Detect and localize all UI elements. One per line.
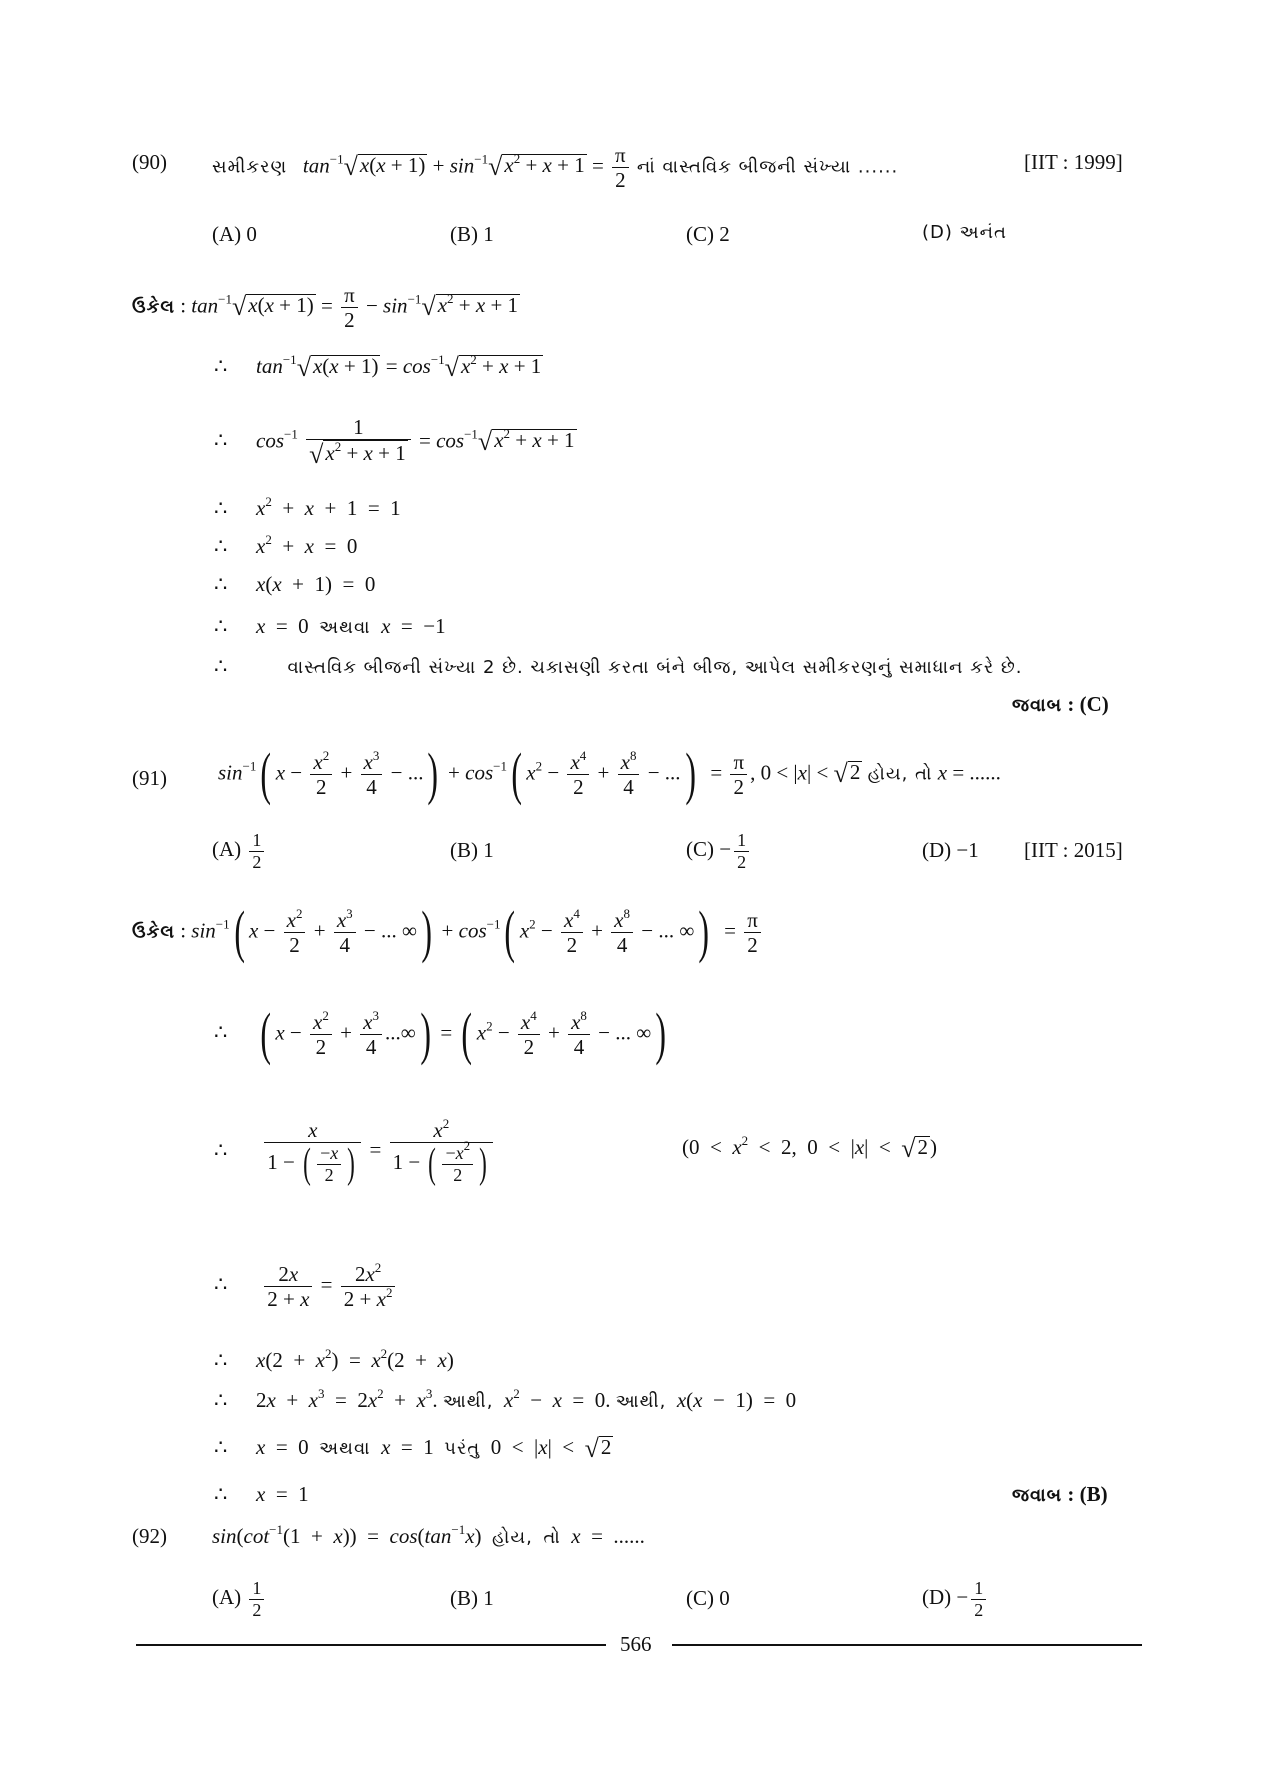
sol91-answer: જવાબ : (B) [1012, 1482, 1108, 1506]
q90-statement: સમીકરણ $\tan^{-1}√x(x + 1) + \sin^{-1}√x^2 + x + 1$ = $\frac{\pi}{2}$ નાં વાસ્તવિક બીજની સંખ્યા ...... [212, 143, 899, 193]
q91-statement: $\sin^{-1}$( x − $\frac{x^2}{2}$ + $\frac{x^3}{4}$ − ...) + $\cos^{-1}$( $x^2$ − $\frac{x^4}{2}$ + $\frac{x^8}{4}$ − ...) = $\frac{\pi}{2}$ , 0 < |x| < √2 હોય, તો x = ...... [218, 741, 1001, 807]
sol91-step-3: ∴ $\frac{2x}{2 + x}$ = $\frac{2x^2}{2 + x^2}$ [214, 1262, 398, 1311]
page-number: 566 [620, 1632, 652, 1656]
q90-source: [IIT : 1999] [1024, 150, 1123, 174]
q91-option-a[interactable]: (A) $\frac{1}{2}$ [212, 830, 267, 872]
q90-option-c[interactable]: (C) 2 [686, 222, 730, 246]
sol90-step-3: ∴ $x^2 + x + 1 = 1$ [214, 494, 401, 520]
sol90-answer: જવાબ : (C) [1012, 692, 1109, 716]
q90-lead: સમીકરણ [212, 156, 288, 178]
q92-number: (92) [132, 1524, 167, 1548]
q92-option-a-label: (A) [212, 1585, 242, 1609]
sol91-answer-value: (B) [1079, 1482, 1108, 1506]
q91-option-b[interactable]: (B) 1 [450, 838, 494, 862]
sol91-condition: ($0 < x^2 < 2$, 0 < |x| < √2) [682, 1133, 937, 1163]
sol91-aathi-2: આથી, [615, 1391, 667, 1412]
sol91-or: અથવા [319, 1438, 371, 1459]
sol91-step-5: ∴ $2x + x^3 = 2x^2 + x^3$. આથી, $x^2 - x = 0$. આથી, x(x − 1) = 0 [214, 1386, 797, 1412]
sol90-answer-value: (C) [1079, 692, 1109, 716]
q92-to: તો [543, 1527, 561, 1548]
q90-option-a[interactable]: (A) 0 [212, 222, 257, 246]
sol90-step-2: ∴ $\cos^{-1}$ $\frac{1}{√x^2 + x + 1}$ = $\cos^{-1}√x^2 + x + 1$ [214, 415, 575, 470]
footer-rule-left [136, 1644, 606, 1646]
sol91-step-6: ∴ x = 0 અથવા x = 1 પરંતુ 0 < |x| < √2 [214, 1434, 612, 1463]
q90-tail: નાં વાસ્તવિક બીજની સંખ્યા ...... [636, 156, 899, 178]
q90-option-d[interactable]: (D) અનંત [922, 222, 1007, 243]
q91-option-a-label: (A) [212, 837, 242, 861]
q91-option-d[interactable]: (D) −1 [922, 838, 979, 862]
sol90-step-4: ∴ $x^2 + x = 0$ [214, 532, 358, 558]
sol91-header: ઉકેલ : $\sin^{-1}$( x − $\frac{x^2}{2}$ + $\frac{x^3}{4}$ − ... ∞) + $\cos^{-1}$( $x^2$ − $\frac{x^4}{2}$ + $\frac{x^8}{4}$ − ... ∞) = $\frac{\pi}{2}$ [132, 908, 764, 957]
q92-hoy: હોય, [492, 1527, 533, 1548]
sol90-step-1: ∴ $\tan^{-1}√x(x + 1) = \cos^{-1}√x^2 + x + 1$ [214, 352, 542, 382]
sol91-step-2: ∴ x 1 − ( $\frac{-x}{2}$ ) = $x^2$ 1 − ( $\frac{-x^2}{2}$ ) [214, 1118, 496, 1186]
q91-source: [IIT : 2015] [1024, 838, 1123, 862]
q91-option-c-label: (C) − [686, 837, 732, 861]
sol91-parantu: પરંતુ [444, 1438, 481, 1459]
sol90-header: ઉકેલ : $\tan^{-1}√x(x + 1)$ = $\frac{\pi}{2}$ − $\sin^{-1}√x^2 + x + 1$ [132, 283, 519, 333]
sol90-or: અથવા [319, 617, 371, 638]
q92-statement: $\sin(\cot^{-1}(1 + x)) = \cos(\tan^{-1}x)$ હોય, તો x = ...... [212, 1522, 645, 1548]
sol91-step-4: ∴ $x(2 + x^2) = x^2(2 + x)$ [214, 1346, 454, 1372]
sol90-label: ઉકેલ [132, 296, 175, 318]
q92-option-c[interactable]: (C) 0 [686, 1586, 730, 1610]
q92-option-b[interactable]: (B) 1 [450, 1586, 494, 1610]
q91-number: (91) [132, 766, 167, 790]
q92-option-d[interactable]: (D) − $\frac{1}{2}$ [922, 1578, 989, 1620]
q92-option-a[interactable]: (A) $\frac{1}{2}$ [212, 1578, 267, 1620]
footer-rule-right [672, 1644, 1142, 1646]
sol90-conclusion: વાસ્તવિક બીજની સંખ્યા 2 છે. ચકાસણી કરતા બંને બીજ, આપેલ સમીકરણનું સમાધાન કરે છે. [287, 657, 1023, 678]
sol91-answer-label: જવાબ [1012, 1485, 1063, 1506]
q91-hoy: હોય, તો [867, 763, 933, 785]
q90-option-b[interactable]: (B) 1 [450, 222, 494, 246]
sol91-step-7: ∴ x = 1 [214, 1482, 309, 1506]
sol90-step-5: ∴ x(x + 1) = 0 [214, 572, 376, 596]
q91-option-c[interactable]: (C) − $\frac{1}{2}$ [686, 830, 752, 872]
sol91-step-1: ∴ ( x − $\frac{x^2}{2}$ + $\frac{x^3}{4}$ ...∞) = ( $x^2$ − $\frac{x^4}{2}$ + $\frac{x^8}{4}$ − ... ∞) [214, 1001, 667, 1067]
sol91-aathi-1: આથી, [442, 1391, 494, 1412]
q92-option-d-label: (D) − [922, 1585, 969, 1609]
sol91-label: ઉકેલ [132, 921, 175, 943]
sol90-step-6: ∴ x = 0 અથવા x = −1 [214, 614, 446, 638]
sol90-answer-label: જવાબ [1012, 695, 1063, 716]
sol90-conclusion-row: ∴ વાસ્તવિક બીજની સંખ્યા 2 છે. ચકાસણી કરતા બંને બીજ, આપેલ સમીકરણનું સમાધાન કરે છે. [214, 654, 1023, 678]
q90-number: (90) [132, 150, 167, 174]
